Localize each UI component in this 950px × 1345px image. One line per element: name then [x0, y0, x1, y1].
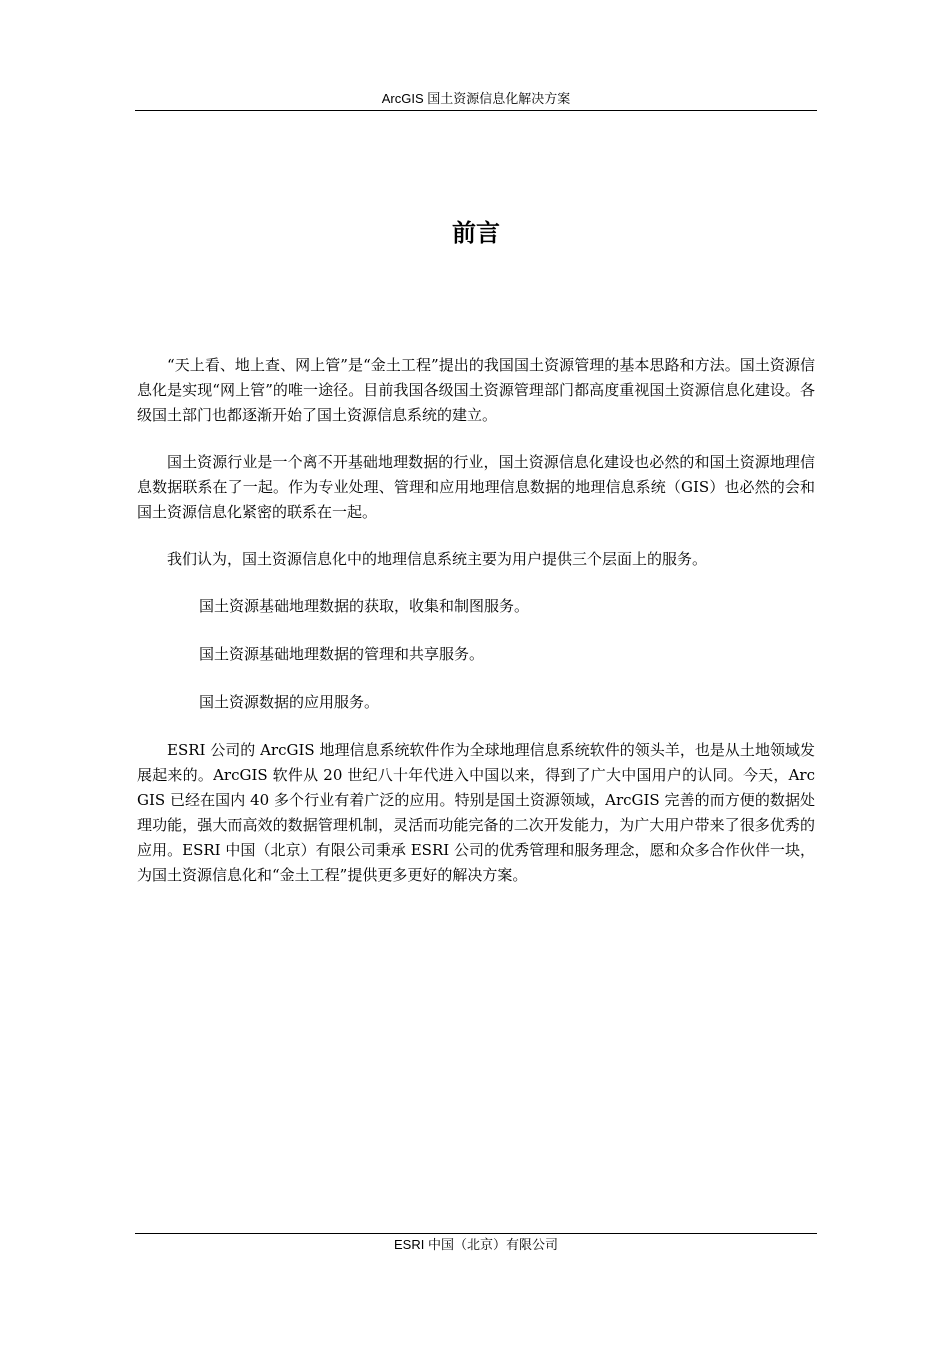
service-item-acquisition: 国土资源基础地理数据的获取，收集和制图服务。 — [199, 597, 530, 615]
paragraph-closing: ESRI 公司的 ArcGIS 地理信息系统软件作为全球地理信息系统软件的领头羊，也是从土地领域发展起来的。ArcGIS 软件从 20 世纪八十年代进入中国以来，得到了广大中国用户的认同。今天，ArcGIS 已经在国内 40 多个行业有着广泛的应用。特别是国土资源领域，ArcGIS 完善的而方便的数据处理功能，强大而高效的数据管理机制，灵活而功能完备的二次开发能力，为广大用户带来了很多优秀的应用。ESRI 中国（北京）有限公司秉承 ESRI 公司的优秀管理和服务理念，愿和众多合作伙伴一块，为国土资源信息化和“金土工程”提供更多更好的解决方案。 — [137, 741, 815, 884]
service-item-application: 国土资源数据的应用服务。 — [199, 693, 380, 711]
paragraph-intro: “天上看、地上查、网上管”是“金土工程”提出的我国国土资源管理的基本思路和方法。国土资源信息化是实现“网上管”的唯一途径。目前我国各级国土资源管理部门都高度重视国土资源信息化建设。各级国土部门也都逐渐开始了国土资源信息系统的建立。 — [137, 356, 815, 424]
body-text — [137, 353, 815, 910]
service-item-management: 国土资源基础地理数据的管理和共享服务。 — [199, 645, 485, 663]
running-footer: ESRI 中国（北京）有限公司 — [135, 1233, 817, 1257]
running-header: ArcGIS 国土资源信息化解决方案 — [135, 90, 817, 111]
paragraph-industry: 国土资源行业是一个离不开基础地理数据的行业，国土资源信息化建设也必然的和国土资源地理信息数据联系在了一起。作为专业处理、管理和应用地理信息数据的地理信息系统（GIS）也必然的会和国土资源信息化紧密的联系在一起。 — [137, 453, 815, 521]
paragraph-services-lead: 我们认为，国土资源信息化中的地理信息系统主要为用户提供三个层面上的服务。 — [167, 550, 708, 568]
page-title: 前言 — [452, 219, 500, 247]
